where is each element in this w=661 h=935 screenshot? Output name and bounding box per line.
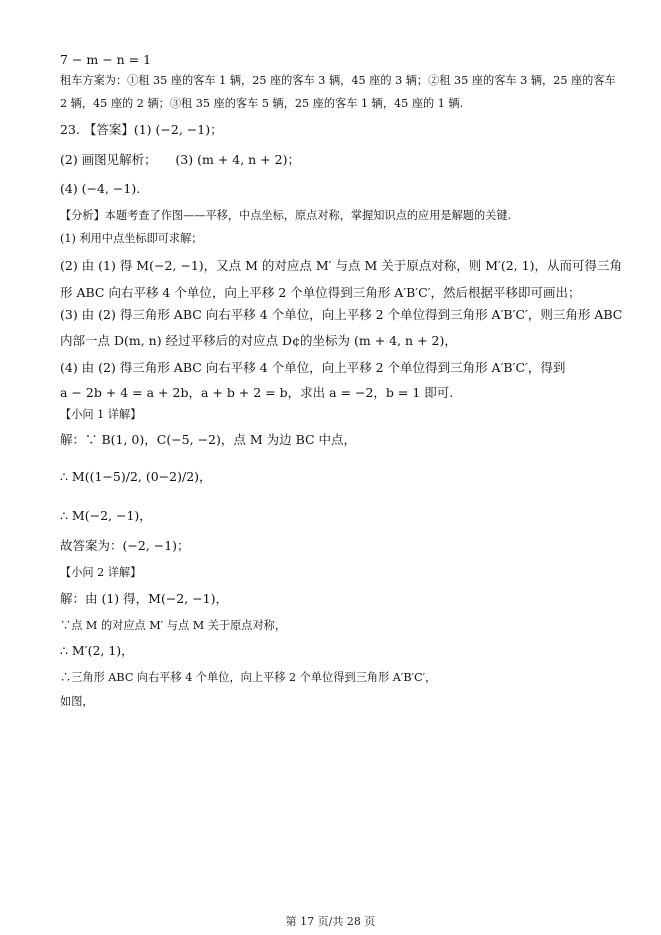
answer-23-part-4: (4) (−4, −1). [60,181,141,196]
equation-line: 7 − m − n = 1 [60,52,152,67]
rental-plan-line-2: 2 辆，45 座的 2 辆；③租 35 座的客车 5 辆，25 座的客车 1 辆，45 座的 1 辆. [60,97,464,110]
sub-question-2-step-1: 解：由 (1) 得，M(−2, −1)， [60,591,229,606]
sub-question-1-heading: 【小问 1 详解】 [60,408,142,421]
sub-question-2-heading: 【小问 2 详解】 [60,566,142,579]
analysis-part-4-line-1: (4) 由 (2) 得三角形 ABC 向右平移 4 个单位，向上平移 2 个单位得到三角形 A′B′C′，得到 [60,360,566,375]
midpoint-result: ∴ M(−2, −1)， [60,508,152,523]
analysis-part-3-line-1: (3) 由 (2) 得三角形 ABC 向右平移 4 个单位，向上平移 2 个单位得到三角形 A′B′C′，则三角形 ABC [60,307,623,322]
sub-question-2-step-4: ∴三角形 ABC 向右平移 4 个单位，向上平移 2 个单位得到三角形 A′B′C′， [60,671,437,684]
analysis-heading: 【分析】本题考查了作图——平移，中点坐标，原点对称，掌握知识点的应用是解题的关键. [60,209,512,222]
sub-question-2-figure-ref: 如图， [60,695,94,708]
analysis-part-1: (1) 利用中点坐标即可求解； [60,232,203,245]
midpoint-formula: ∴ M((1−5)/2, (0−2)/2)， [60,469,212,484]
sub-question-2-step-2: ∵点 M 的对应点 M′ 与点 M 关于原点对称， [60,619,287,632]
analysis-part-2-line-2: 形 ABC 向右平移 4 个单位，向上平移 2 个单位得到三角形 A′B′C′，然后根据平移即可画出； [60,285,581,300]
rental-plan-line-1: 租车方案为：①租 35 座的客车 1 辆，25 座的客车 3 辆，45 座的 3 辆；②租 35 座的客车 3 辆，25 座的客车 [60,74,616,87]
sub-question-1-answer: 故答案为：(−2, −1)； [60,538,190,553]
analysis-part-3-line-2: 内部一点 D(m, n) 经过平移后的对应点 D¢的坐标为 (m + 4, n + 2)， [60,333,457,348]
analysis-part-2-line-1: (2) 由 (1) 得 M(−2, −1)，又点 M 的对应点 M′ 与点 M 关于原点对称，则 M′(2, 1)，从而可得三角 [60,258,622,273]
analysis-part-4-line-2: a − 2b + 4 = a + 2b，a + b + 2 = b，求出 a = −2，b = 1 即可. [60,385,454,400]
page-number: 第 17 页/共 28 页 [285,915,376,928]
answer-23-part-1: 23. 【答案】(1) (−2, −1)； [60,122,223,137]
answer-23-part-2-3: (2) 画图见解析； (3) (m + 4, n + 2)； [60,152,300,167]
sub-question-1-given: 解：∵ B(1, 0)，C(−5, −2)，点 M 为边 BC 中点， [60,432,357,447]
sub-question-2-step-3: ∴ M′(2, 1)， [60,643,134,658]
